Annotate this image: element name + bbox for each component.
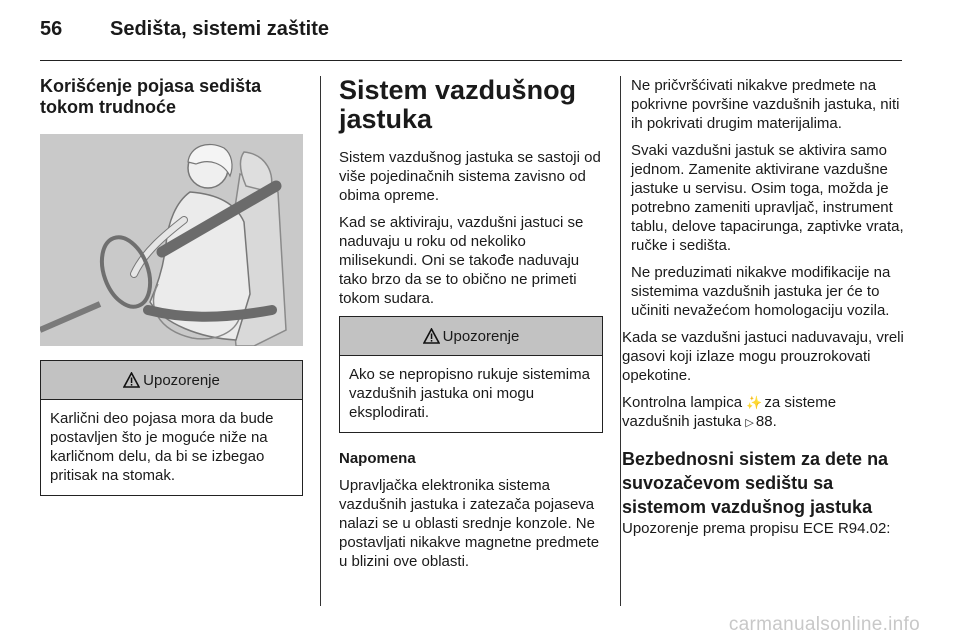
warning-triangle-icon bbox=[423, 328, 440, 344]
indented-para-1: Ne pričvršćivati nikakve predmete na pokrivne površine vazdušnih jastuka, niti ih pokrivati drugim materijalima. bbox=[631, 77, 900, 132]
ece-para: Upozorenje prema propisu ECE R94.02: bbox=[622, 520, 891, 537]
airbag-para-1: Sistem vazdušnog jastuka se sastoji od više pojedinačnih sistema zavisno od obima opreme. bbox=[339, 149, 601, 204]
page-header bbox=[40, 18, 329, 41]
warning-text: Karlični deo pojasa mora da bude postavljen što je moguće niže na karličnom delu, da bi se izbegao pritisak na stomak. bbox=[50, 410, 274, 484]
warning-box bbox=[339, 316, 603, 433]
airbag-heading: Sistem vazdušnog jastuka bbox=[339, 75, 577, 134]
lamp-text-before: Kontrolna lampica bbox=[622, 394, 743, 411]
header-rule bbox=[40, 60, 902, 61]
warning-triangle-icon bbox=[123, 372, 140, 388]
child-seat-heading: Bezbednosni sistem za dete na suvozačevom sedištu sa sistemom vazdušnog jastuka bbox=[622, 449, 889, 517]
burn-para: Kada se vazdušni jastuci naduvavaju, vreli gasovi koji izlaze mogu prouzrokovati opekotine. bbox=[622, 329, 904, 384]
indented-para-2: Svaki vazdušni jastuk se aktivira samo jednom. Zamenite aktivirane vazdušne jastuke u servisu. Osim toga, možda je potrebno zameniti upravljač, instrument tablu, delove tapacirunga, zaptivke vrata, ručke i sedišta. bbox=[631, 142, 904, 254]
warning-label: Upozorenje bbox=[143, 371, 220, 389]
pregnancy-heading: Korišćenje pojasa sedišta tokom trudnoće bbox=[40, 76, 262, 117]
airbag-warning-lamp-icon: ✨ bbox=[746, 395, 763, 410]
warning-header bbox=[340, 317, 602, 356]
column-1 bbox=[40, 76, 303, 512]
lamp-para bbox=[622, 393, 904, 433]
pregnant-woman-seatbelt-illustration bbox=[40, 134, 303, 346]
lamp-text-after: za sisteme vazdušnih jastuka bbox=[622, 394, 837, 430]
warning-label: Upozorenje bbox=[442, 327, 520, 345]
watermark: carmanualsonline.info bbox=[728, 614, 920, 635]
note-text: Upravljačka elektronika sistema vazdušnih jastuka i zatezača pojaseva nalazi se u oblasti srednje konzole. Ne postavljati nikakve magnetne predmete u blizini ove oblasti. bbox=[339, 477, 600, 570]
page-reference: 88. bbox=[755, 413, 777, 430]
warning-header bbox=[41, 361, 302, 400]
page-title: Sedišta, sistemi zaštite bbox=[110, 18, 329, 40]
column-divider-1 bbox=[320, 76, 321, 606]
warning-text: Ako se nepropisno rukuje sistemima vazdušnih jastuka oni mogu eksplodirati. bbox=[349, 366, 590, 421]
page-reference-arrow-icon: ▷ bbox=[745, 417, 754, 429]
warning-box bbox=[40, 360, 303, 496]
indented-para-3: Ne preduzimati nikakve modifikacije na sistemima vazdušnih jastuka jer će to učiniti nevažećom homologaciju vozila. bbox=[631, 264, 891, 319]
column-divider-2 bbox=[620, 76, 621, 606]
page-number: 56 bbox=[40, 18, 63, 40]
column-3 bbox=[622, 76, 904, 546]
airbag-para-2: Kad se aktiviraju, vazdušni jastuci se naduvaju u roku od nekoliko milisekundi. Oni se takođe naduvaju tako brzo da se to obično ne primeti tokom sudara. bbox=[339, 214, 584, 307]
note-heading: Napomena bbox=[339, 450, 416, 467]
column-2 bbox=[339, 76, 603, 579]
